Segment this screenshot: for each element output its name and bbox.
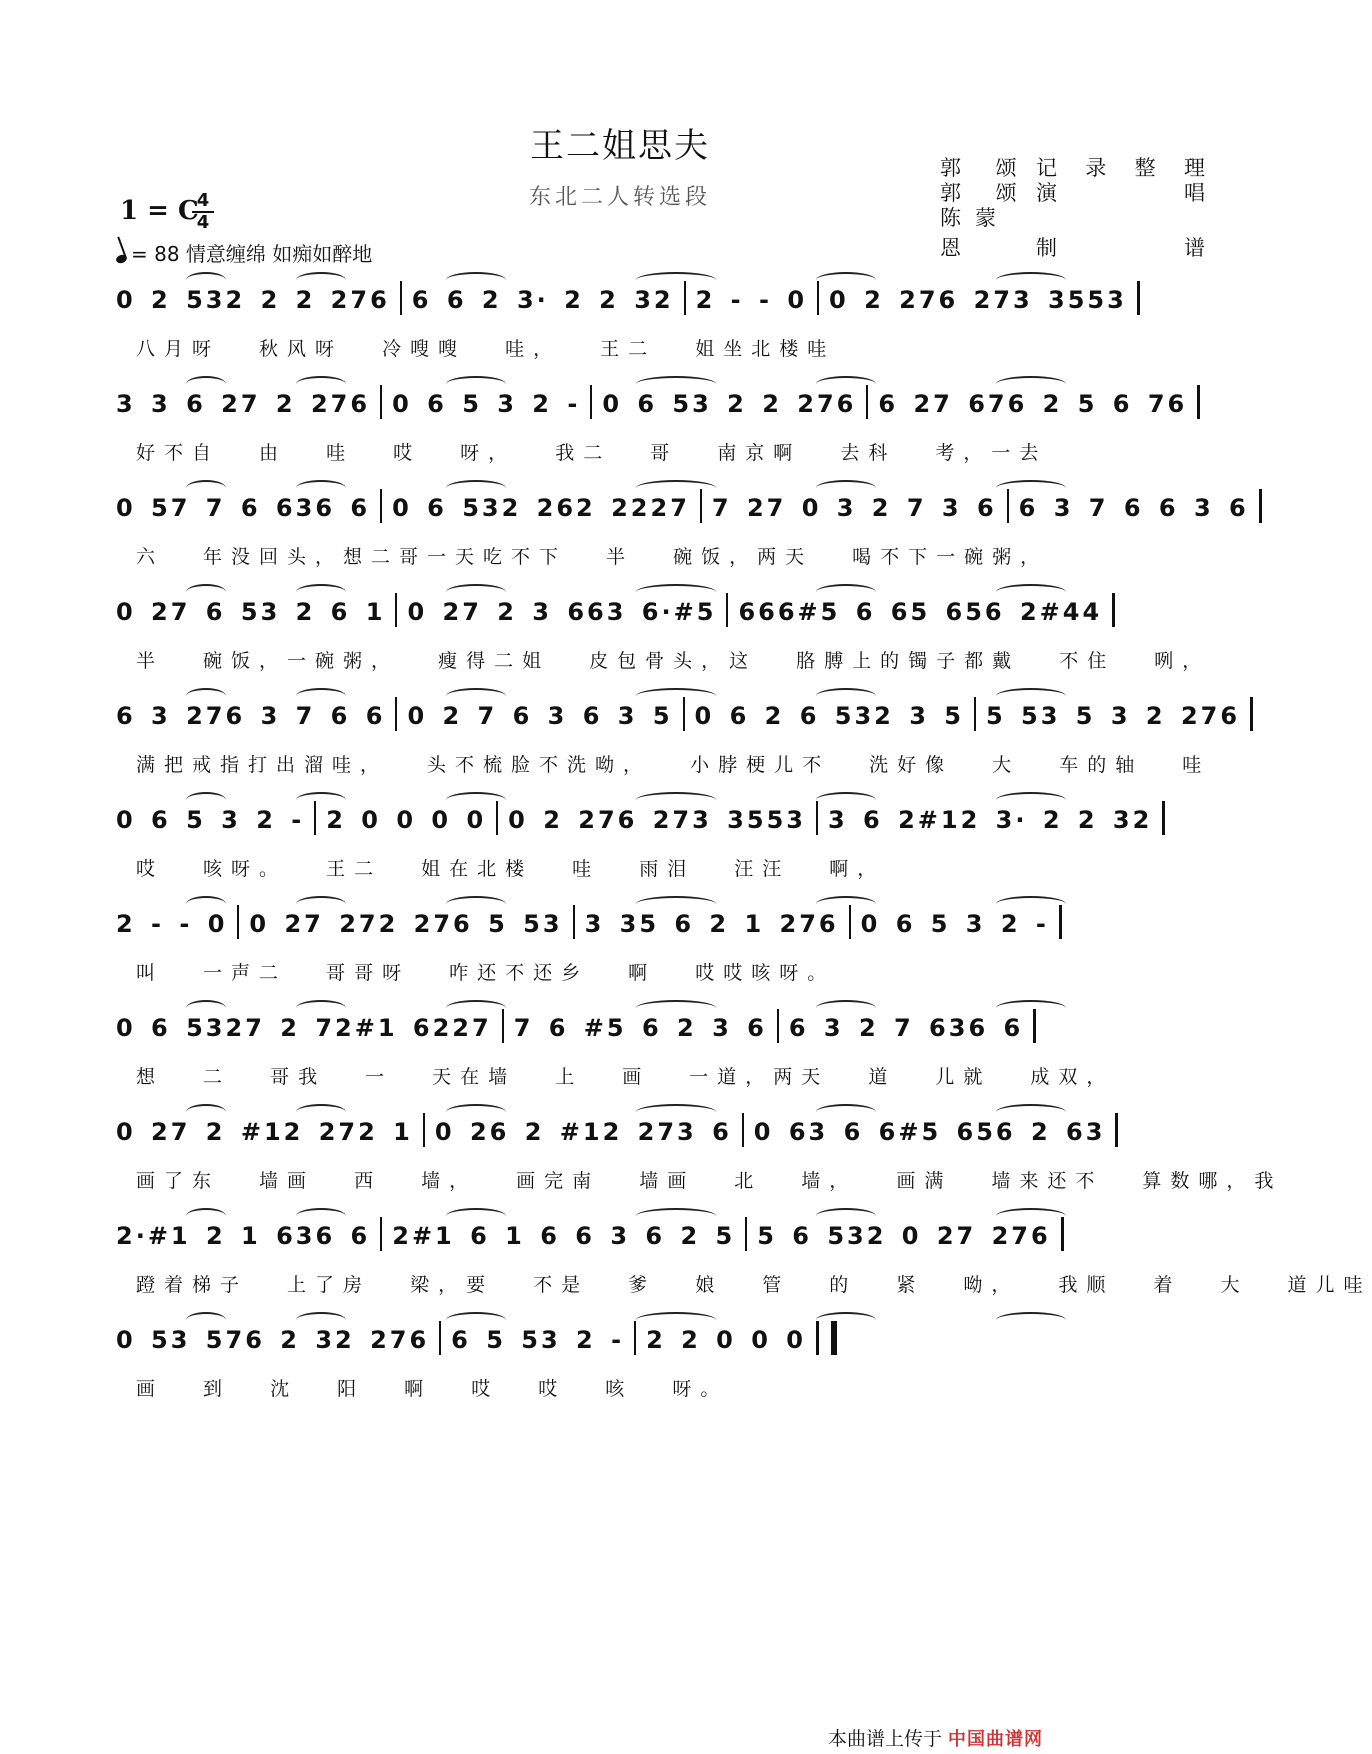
slur-mark <box>446 272 506 288</box>
score-line <box>116 470 1249 570</box>
measure: 0 6 5327 2 72#1 6227 <box>116 1014 492 1042</box>
measure: 0 27 2 3 663 6·#5 <box>407 598 717 626</box>
slur-mark <box>296 1104 346 1120</box>
slur-mark <box>636 896 716 912</box>
measure: 0 63 6 6#5 656 2 63 <box>753 1118 1106 1146</box>
slur-mark <box>186 272 226 288</box>
slur-mark <box>186 1312 226 1328</box>
notation-row <box>116 804 1153 848</box>
lyric-row: 蹬着梯子 上了房 梁，要 不是 爹 娘 管 的 紧 呦， 我顺 着 大 道儿哇 <box>136 1274 1372 1296</box>
barline <box>395 593 397 627</box>
slur-mark <box>816 1312 876 1328</box>
slur-mark <box>816 896 876 912</box>
score-line <box>116 1302 1120 1402</box>
slur-mark <box>446 688 506 704</box>
slur-mark <box>996 480 1066 496</box>
score-line <box>116 366 1188 466</box>
measure: 0 27 272 276 5 53 <box>249 910 563 938</box>
slur-mark <box>186 1208 226 1224</box>
slur-mark <box>446 376 506 392</box>
barline <box>1259 489 1262 523</box>
measure: 0 57 7 6 636 6 <box>116 494 371 522</box>
slur-mark <box>186 480 226 496</box>
barline <box>1197 385 1200 419</box>
measure: 5 6 532 0 27 276 <box>757 1222 1051 1250</box>
barline <box>380 385 382 419</box>
barline <box>777 1009 779 1043</box>
slur-mark <box>816 688 876 704</box>
notation-row <box>116 908 1120 952</box>
measure: 2 2 0 0 0 <box>646 1326 806 1354</box>
measure: 3 35 6 2 1 276 <box>584 910 839 938</box>
key-signature: 1 = C <box>120 196 199 226</box>
measure: 666#5 6 65 656 2#44 <box>738 598 1103 626</box>
lyric-row: 半 碗饭，一碗粥， 瘦得二姐 皮包骨头，这 胳膊上的镯子都戴 不住 咧， <box>136 650 1211 672</box>
slur-mark <box>446 792 506 808</box>
barline <box>573 905 575 939</box>
notation-row <box>116 1116 1120 1160</box>
site-logo: 中国曲谱网 <box>948 1729 1044 1750</box>
slur-mark <box>816 1104 876 1120</box>
slur-mark <box>996 1104 1066 1120</box>
measure: 0 2 276 273 3553 <box>829 286 1127 314</box>
slur-mark <box>636 272 716 288</box>
lyric-row: 满把戒指打出溜哇， 头不梳脸不洗呦， 小脖梗儿不 洗好像 大 车的轴 哇 <box>136 754 1211 776</box>
slur-mark <box>446 480 506 496</box>
score-line <box>116 678 1241 778</box>
barline <box>1162 801 1165 835</box>
meter-top: 4 <box>196 190 210 211</box>
barline <box>439 1321 441 1355</box>
slur-mark <box>996 896 1066 912</box>
slur-mark <box>996 688 1066 704</box>
measure: 6 3 2 7 636 6 <box>788 1014 1024 1042</box>
measure: 7 6 #5 6 2 3 6 <box>513 1014 767 1042</box>
slur-mark <box>816 376 876 392</box>
measure: 0 2 7 6 3 6 3 5 <box>407 702 673 730</box>
score-line <box>116 262 1127 362</box>
barline <box>237 905 239 939</box>
lyric-row: 八月呀 秋风呀 冷嗖嗖 哇， 王二 姐坐北楼哇 <box>136 338 836 360</box>
slur-mark <box>636 1104 716 1120</box>
lyric-row: 好不自 由 哇 哎 呀， 我二 哥 南京啊 去科 考，一去 <box>136 442 1048 464</box>
score-line <box>116 1094 1283 1194</box>
barline <box>745 1217 747 1251</box>
slur-mark <box>296 688 346 704</box>
slur-mark <box>186 1104 226 1120</box>
barline <box>1250 697 1253 731</box>
slur-mark <box>996 1312 1066 1328</box>
slur-mark <box>996 376 1066 392</box>
slur-mark <box>636 1000 716 1016</box>
slur-mark <box>816 584 876 600</box>
slur-mark <box>296 896 346 912</box>
slur-mark <box>446 1104 506 1120</box>
lyric-row: 想 二 哥我 一 天在墙 上 画 一道，两天 道 儿就 成双， <box>136 1066 1115 1088</box>
measure: 2 - - 0 <box>695 286 808 314</box>
slur-mark <box>296 1000 346 1016</box>
score-line <box>116 574 1211 674</box>
barline <box>1112 593 1115 627</box>
measure: 6 5 53 2 - <box>451 1326 625 1354</box>
slur-mark <box>296 480 346 496</box>
notation-row <box>116 1012 1120 1056</box>
measure: 0 6 53 2 2 276 <box>602 390 857 418</box>
measure: 6 3 276 3 7 6 6 <box>116 702 386 730</box>
credit-name: 郭 颂 <box>940 156 1031 180</box>
measure: 2#1 6 1 6 6 3 6 2 5 <box>392 1222 736 1250</box>
measure: 0 27 6 53 2 6 1 <box>116 598 386 626</box>
barline <box>590 385 592 419</box>
measure: 0 6 532 262 2227 <box>392 494 690 522</box>
barline <box>380 1217 382 1251</box>
slur-mark <box>996 792 1066 808</box>
score-line <box>116 1198 1372 1298</box>
measure: 3 6 2#12 3· 2 2 32 <box>827 806 1153 834</box>
barline <box>742 1113 744 1147</box>
measure: 0 53 576 2 32 276 <box>116 1326 430 1354</box>
slur-mark <box>296 1312 346 1328</box>
measure: 6 3 7 6 6 3 6 <box>1018 494 1249 522</box>
measure: 0 6 5 3 2 - <box>392 390 581 418</box>
measure: 2 - - 0 <box>116 910 228 938</box>
footer-text: 本曲谱上传于 <box>828 1728 943 1750</box>
notation-row <box>116 388 1188 432</box>
notation-row <box>116 284 1127 328</box>
slur-mark <box>816 480 876 496</box>
barline <box>380 489 382 523</box>
measure: 0 6 5 3 2 - <box>860 910 1049 938</box>
slur-mark <box>816 1000 876 1016</box>
credit-role: 演唱 <box>1036 181 1206 205</box>
slur-mark <box>636 480 716 496</box>
slur-mark <box>186 688 226 704</box>
slur-mark <box>296 792 346 808</box>
footer <box>828 1724 1043 1751</box>
lyric-row: 叫 一声二 哥哥呀 咋还不还乡 啊 哎哎咳呀。 <box>136 962 836 984</box>
score-line <box>116 782 1153 882</box>
slur-mark <box>996 272 1066 288</box>
slur-mark <box>816 1208 876 1224</box>
measure: 7 27 0 3 2 7 3 6 <box>711 494 997 522</box>
measure: 6 6 2 3· 2 2 32 <box>411 286 674 314</box>
slur-mark <box>996 584 1066 600</box>
slur-mark <box>186 896 226 912</box>
slur-mark <box>296 376 346 392</box>
time-signature <box>192 192 214 232</box>
slur-mark <box>636 584 716 600</box>
score-title: 王二姐思夫 <box>530 126 710 166</box>
tempo-text: = 88 情意缠绵 如痴如醉地 <box>131 242 373 266</box>
barline <box>726 593 728 627</box>
barline <box>1115 1113 1118 1147</box>
slur-mark <box>446 896 506 912</box>
measure: 0 2 276 273 3553 <box>508 806 806 834</box>
measure: 0 6 5 3 2 - <box>116 806 305 834</box>
slur-mark <box>186 376 226 392</box>
score-line <box>116 990 1120 1090</box>
barline <box>400 281 402 315</box>
slur-mark <box>446 1000 506 1016</box>
slur-mark <box>636 1208 716 1224</box>
measure: 0 26 2 #12 273 6 <box>434 1118 732 1146</box>
credit-name: 陈蒙恩 <box>940 206 1010 260</box>
credit-name: 郭 颂 <box>940 181 1031 205</box>
notation-row <box>116 1220 1120 1264</box>
score-line <box>116 886 1120 986</box>
slur-mark <box>996 1208 1066 1224</box>
slur-mark <box>636 688 716 704</box>
slur-mark <box>996 1000 1066 1016</box>
meter-bottom: 4 <box>196 212 210 233</box>
score-subtitle: 东北二人转选段 <box>528 185 711 210</box>
measure: 5 53 5 3 2 276 <box>985 702 1241 730</box>
notation-row <box>116 596 1120 640</box>
measure: 0 27 2 #12 272 1 <box>116 1118 413 1146</box>
slur-mark <box>296 584 346 600</box>
lyric-row: 画了东 墙画 西 墙， 画完南 墙画 北 墙， 画满 墙来还不 算数哪，我 <box>136 1170 1283 1192</box>
lyric-row: 哎 咳呀。 王二 姐在北楼 哇 雨泪 汪汪 啊， <box>136 858 886 880</box>
lyric-row: 画 到 沈 阳 啊 哎 哎 咳 呀。 <box>136 1378 729 1400</box>
slur-mark <box>296 272 346 288</box>
measure: 2·#1 2 1 636 6 <box>116 1222 371 1250</box>
measure: 0 2 532 2 2 276 <box>116 286 390 314</box>
measure: 2 0 0 0 0 <box>326 806 487 834</box>
measure: 6 27 676 2 5 6 76 <box>878 390 1188 418</box>
barline <box>1137 281 1140 315</box>
slur-mark <box>816 272 876 288</box>
barline <box>423 1113 425 1147</box>
slur-mark <box>446 1208 506 1224</box>
slur-mark <box>816 792 876 808</box>
credit-line-3 <box>940 202 1206 262</box>
slur-mark <box>446 584 506 600</box>
slur-mark <box>186 584 226 600</box>
slur-mark <box>186 792 226 808</box>
slur-mark <box>186 1000 226 1016</box>
slur-mark <box>296 1208 346 1224</box>
credit-role: 制谱 <box>1036 236 1206 260</box>
slur-mark <box>446 1312 506 1328</box>
measure: 0 6 2 6 532 3 5 <box>694 702 964 730</box>
slur-mark <box>636 792 716 808</box>
measure: 3 3 6 27 2 276 <box>116 390 371 418</box>
slur-mark <box>636 1312 716 1328</box>
barline <box>974 697 976 731</box>
lyric-row: 六 年没回头，想二哥一天吃不下 半 碗饭，两天 喝不下一碗粥， <box>136 546 1049 568</box>
barline <box>395 697 397 731</box>
credit-role: 记录整理 <box>1036 156 1206 180</box>
notation-row <box>116 492 1249 536</box>
notation-row <box>116 1324 1120 1368</box>
slur-mark <box>636 376 716 392</box>
notation-row <box>116 700 1241 744</box>
